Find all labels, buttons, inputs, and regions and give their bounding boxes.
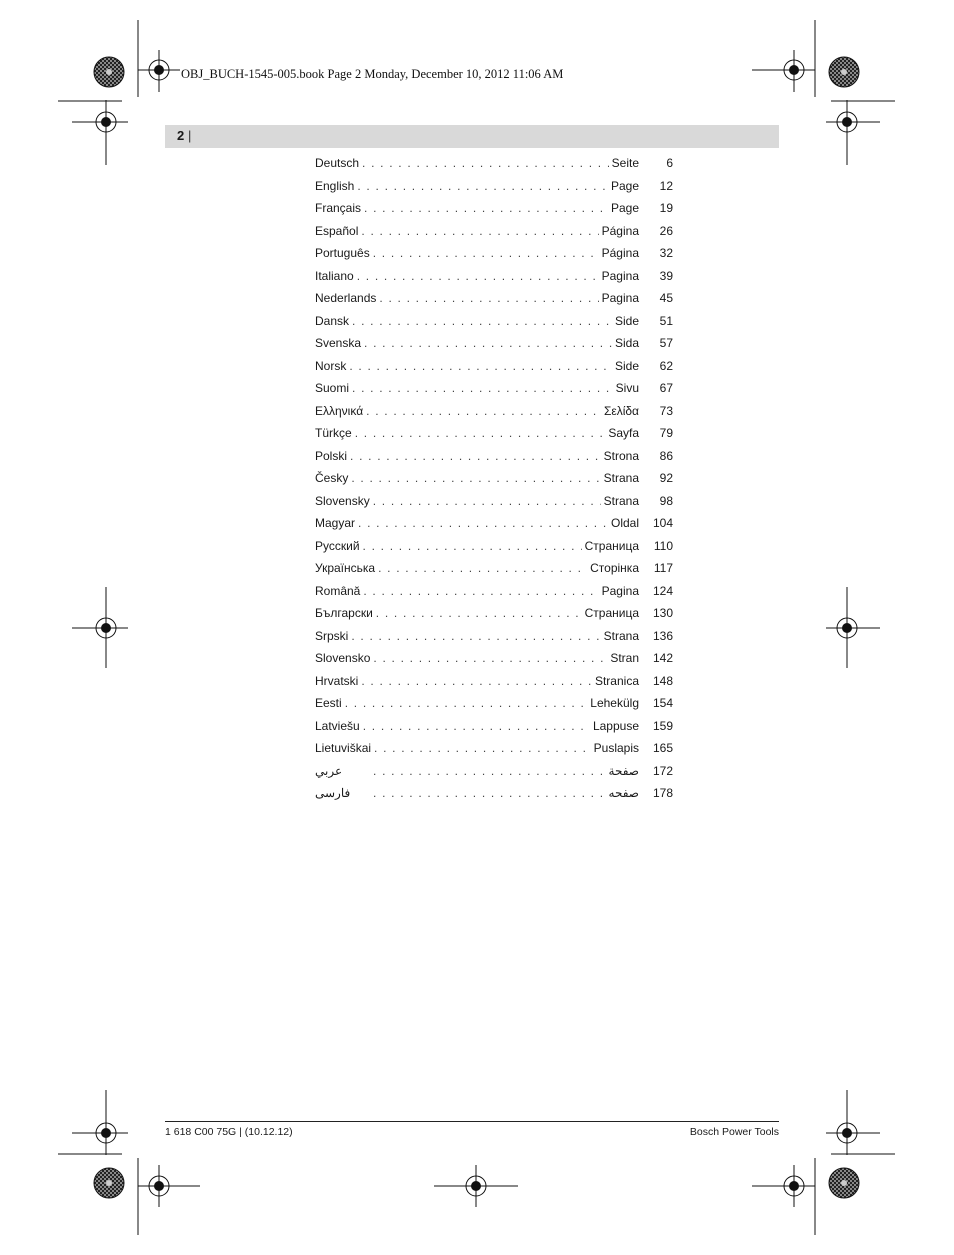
toc-language: Hrvatski <box>315 673 359 688</box>
toc-page-number: 136 <box>652 628 673 643</box>
toc-leader-dots <box>351 467 600 490</box>
toc-entry <box>315 197 673 220</box>
toc-page-number: 148 <box>652 673 673 688</box>
toc-language: Ελληνικά <box>315 403 364 418</box>
toc-entry <box>315 242 673 265</box>
toc-leader-dots <box>374 737 591 760</box>
toc-page-number: 57 <box>659 336 673 350</box>
toc-entry <box>315 692 673 715</box>
toc-entry <box>315 625 673 648</box>
toc-page-number: 142 <box>652 651 673 665</box>
toc-entry <box>315 602 673 625</box>
toc-leader-dots <box>363 535 582 558</box>
toc-page-word: Oldal <box>610 516 639 530</box>
toc-page-number: 79 <box>659 426 673 440</box>
toc-entry <box>315 310 673 333</box>
toc-page-word: Stranica <box>594 673 639 688</box>
toc-entry <box>315 467 673 490</box>
toc-language: Português <box>315 246 370 260</box>
toc-page-number: 98 <box>659 493 673 508</box>
toc-entry <box>315 737 673 760</box>
toc-page-number: 154 <box>652 696 673 710</box>
toc-leader-dots <box>373 490 601 513</box>
toc-entry <box>315 175 673 198</box>
toc-entry <box>315 377 673 400</box>
crosshair-target-top-right-2 <box>826 100 880 165</box>
toc-language: عربي <box>315 763 343 778</box>
page-number: 2 <box>177 128 185 143</box>
toc-page-word: Σελίδα <box>603 403 639 418</box>
toc-page-number: 6 <box>666 156 673 170</box>
toc-page-word: Page <box>610 201 639 215</box>
toc-page-word: Страница <box>584 606 639 620</box>
toc-leader-dots <box>379 287 598 310</box>
toc-page-number: 73 <box>659 403 673 418</box>
toc-leader-dots <box>352 377 613 400</box>
toc-leader-dots <box>373 782 606 805</box>
toc-language: Español <box>315 223 359 238</box>
toc-leader-dots <box>363 580 598 603</box>
toc-page-number: 19 <box>659 201 673 215</box>
toc-page-word: Página <box>601 246 639 260</box>
toc-leader-dots <box>376 602 582 625</box>
toc-page-word: Pagina <box>601 583 639 598</box>
toc-leader-dots <box>362 152 609 175</box>
toc-entry <box>315 265 673 288</box>
toc-leader-dots <box>366 400 601 423</box>
crosshair-target-bottom-right-2 <box>826 1090 880 1155</box>
toc-language: Česky <box>315 471 349 485</box>
toc-leader-dots <box>351 625 600 648</box>
toc-language: Українська <box>315 561 376 575</box>
toc-page-number: 159 <box>652 718 673 733</box>
toc-entry <box>315 782 673 805</box>
toc-page-number: 62 <box>659 358 673 373</box>
toc-page-word: Seite <box>611 156 639 170</box>
toc-page-number: 172 <box>652 763 673 778</box>
toc-page-word: Lappuse <box>592 718 639 733</box>
toc-entry <box>315 152 673 175</box>
toc-entry <box>315 287 673 310</box>
toc-page-word: Sida <box>614 336 639 350</box>
toc-entry <box>315 535 673 558</box>
toc-leader-dots <box>345 692 588 715</box>
toc-language: Suomi <box>315 381 350 395</box>
toc-language: Türkçe <box>315 426 352 440</box>
toc-page-word: Sivu <box>615 381 639 395</box>
crosshair-target-top-left-2 <box>72 100 128 165</box>
toc-leader-dots <box>349 355 612 378</box>
toc-language: Deutsch <box>315 156 360 170</box>
toc-page-number: 26 <box>659 223 673 238</box>
toc-language: Eesti <box>315 696 342 710</box>
toc-language: Italiano <box>315 268 354 283</box>
toc-leader-dots <box>364 197 608 220</box>
toc-entry <box>315 332 673 355</box>
toc-leader-dots <box>373 760 606 783</box>
toc-entry <box>315 580 673 603</box>
toc-entry <box>315 557 673 580</box>
toc-leader-dots <box>361 220 598 243</box>
toc-page-word: صفحه <box>608 786 639 800</box>
toc-leader-dots <box>361 670 592 693</box>
crosshair-target-mid-left <box>72 587 128 668</box>
spoke-wheel-bottom-left <box>94 1168 124 1198</box>
toc-language: Dansk <box>315 313 350 328</box>
toc-language: Srpski <box>315 628 349 643</box>
toc-language: فارسی <box>315 786 351 800</box>
crosshair-target-mid-right <box>826 587 880 668</box>
page-header-bar <box>165 125 779 148</box>
toc-language: Slovensko <box>315 651 371 665</box>
toc-page-word: Pagina <box>601 268 639 283</box>
toc-entry <box>315 512 673 535</box>
spoke-wheel-top-left <box>94 57 124 87</box>
toc-page-word: Strana <box>603 471 639 485</box>
toc-page-number: 51 <box>659 313 673 328</box>
table-of-contents <box>315 152 673 805</box>
toc-language: Norsk <box>315 358 347 373</box>
toc-leader-dots <box>378 557 587 580</box>
toc-language: Svenska <box>315 336 362 350</box>
toc-page-word: Stran <box>610 651 639 665</box>
toc-leader-dots <box>355 422 606 445</box>
toc-page-number: 130 <box>652 606 673 620</box>
toc-page-word: Page <box>610 178 639 193</box>
toc-page-word: Lehekülg <box>590 696 639 710</box>
spoke-wheel-top-right <box>829 57 859 87</box>
toc-language: Polski <box>315 448 348 463</box>
toc-page-number: 178 <box>652 786 673 800</box>
toc-leader-dots <box>352 310 612 333</box>
toc-language: Slovensky <box>315 493 370 508</box>
toc-page-word: Pagina <box>601 291 639 305</box>
toc-language: Nederlands <box>315 291 377 305</box>
toc-leader-dots <box>364 332 612 355</box>
toc-leader-dots <box>363 715 590 738</box>
toc-language: Français <box>315 201 362 215</box>
toc-page-number: 165 <box>652 741 673 755</box>
crosshair-target-top-left-1 <box>138 50 180 92</box>
page-number-separator: | <box>188 128 192 143</box>
toc-language: Български <box>315 606 373 620</box>
toc-page-number: 12 <box>659 178 673 193</box>
toc-page-word: Сторінка <box>590 561 639 575</box>
toc-entry <box>315 760 673 783</box>
toc-entry <box>315 220 673 243</box>
toc-leader-dots <box>373 647 607 670</box>
toc-entry <box>315 670 673 693</box>
crosshair-target-bottom-right-1 <box>752 1165 815 1207</box>
toc-language: Magyar <box>315 516 356 530</box>
toc-entry <box>315 355 673 378</box>
toc-language: Latviešu <box>315 718 360 733</box>
toc-language: Română <box>315 583 361 598</box>
toc-entry <box>315 647 673 670</box>
toc-page-word: Side <box>614 313 639 328</box>
toc-page-word: Strona <box>603 448 639 463</box>
toc-language: Русский <box>315 538 360 553</box>
toc-page-word: Strana <box>603 628 639 643</box>
toc-page-number: 117 <box>653 561 673 575</box>
toc-page-number: 104 <box>652 516 673 530</box>
toc-page-number: 39 <box>659 268 673 283</box>
crosshair-target-top-right-1 <box>752 50 815 92</box>
toc-page-number: 67 <box>659 381 673 395</box>
toc-entry <box>315 715 673 738</box>
toc-page-word: Página <box>601 223 639 238</box>
toc-leader-dots <box>350 445 601 468</box>
toc-leader-dots <box>357 175 608 198</box>
toc-entry <box>315 445 673 468</box>
toc-language: Lietuviškai <box>315 741 372 755</box>
toc-leader-dots <box>357 265 599 288</box>
spoke-wheel-bottom-right <box>829 1168 859 1198</box>
print-slug-line: OBJ_BUCH-1545-005.book Page 2 Monday, December 10, 2012 11:06 AM <box>181 67 564 81</box>
crosshair-target-bottom-left-2 <box>138 1165 200 1207</box>
crosshair-target-bottom-left-1 <box>72 1090 128 1155</box>
toc-page-number: 32 <box>659 246 673 260</box>
footer-rule <box>165 1121 779 1122</box>
crosshair-target-bottom-center <box>434 1165 518 1207</box>
toc-page-number: 124 <box>652 583 673 598</box>
toc-page-number: 92 <box>659 471 673 485</box>
toc-leader-dots <box>358 512 608 535</box>
toc-entry <box>315 490 673 513</box>
toc-page-word: Puslapis <box>593 741 639 755</box>
toc-page-number: 110 <box>653 538 673 553</box>
toc-page-number: 86 <box>659 448 673 463</box>
toc-page-word: Strana <box>603 493 639 508</box>
toc-leader-dots <box>373 242 599 265</box>
toc-entry <box>315 400 673 423</box>
toc-page-word: Страница <box>584 538 639 553</box>
toc-language: English <box>315 178 355 193</box>
toc-page-number: 45 <box>659 291 673 305</box>
footer-brand: Bosch Power Tools <box>689 1126 779 1138</box>
footer-document-code: 1 618 C00 75G | (10.12.12) <box>165 1126 293 1138</box>
toc-page-word: Sayfa <box>608 426 639 440</box>
toc-entry <box>315 422 673 445</box>
toc-page-word: صفحة <box>608 763 639 778</box>
toc-page-word: Side <box>614 358 639 373</box>
